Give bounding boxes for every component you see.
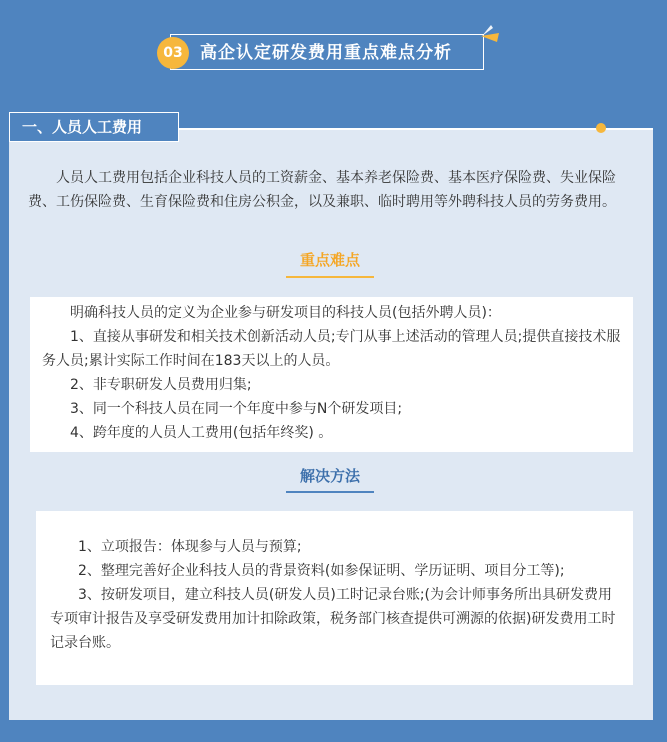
solution-line: 3、按研发项目，建立科技人员(研发人员)工时记录台账;(为会计师事务所出具研发费用专项审计报告及享受研发费用加计扣除政策，税务部门核查提供可溯源的依据)研发费用工时记录台账。: [50, 587, 616, 651]
key-point-line: 明确科技人员的定义为企业参与研发项目的科技人员(包括外聘人员)：: [70, 305, 501, 321]
solutions-heading: 解决方法: [299, 467, 360, 485]
key-points-box: [30, 297, 633, 452]
key-point-line: 2、非专职研发人员费用归集;: [70, 377, 252, 393]
key-points-heading: 重点难点: [299, 251, 360, 269]
solution-line: 2、整理完善好企业科技人员的背景资料(如参保证明、学历证明、项目分工等);: [78, 563, 565, 579]
key-points-underline: [286, 276, 374, 278]
pennant-icon: [477, 24, 501, 46]
key-point-line: 4、跨年度的人员人工费用(包括年终奖) 。: [70, 425, 333, 441]
decorative-dot: [596, 123, 606, 133]
section-label: 一、人员人工费用: [22, 118, 143, 136]
page-title: 高企认定研发费用重点难点分析: [200, 43, 452, 63]
solution-line: 1、立项报告：体现参与人员与预算;: [78, 539, 302, 555]
solutions-underline: [286, 491, 374, 493]
key-point-line: 3、同一个科技人员在同一个年度中参与N个研发项目;: [70, 401, 403, 417]
solutions-box: [36, 511, 633, 685]
key-point-line: 1、直接从事研发和相关技术创新活动人员;专门从事上述活动的管理人员;提供直接技术服务人员;累计实际工作时间在183天以上的人员。: [42, 329, 621, 369]
section-number-badge: 03: [157, 37, 189, 69]
intro-paragraph: 人员人工费用包括企业科技人员的工资薪金、基本养老保险费、基本医疗保险费、失业保险费、工伤保险费、生育保险费和住房公积金，以及兼职、临时聘用等外聘科技人员的劳务费用。: [28, 170, 616, 210]
